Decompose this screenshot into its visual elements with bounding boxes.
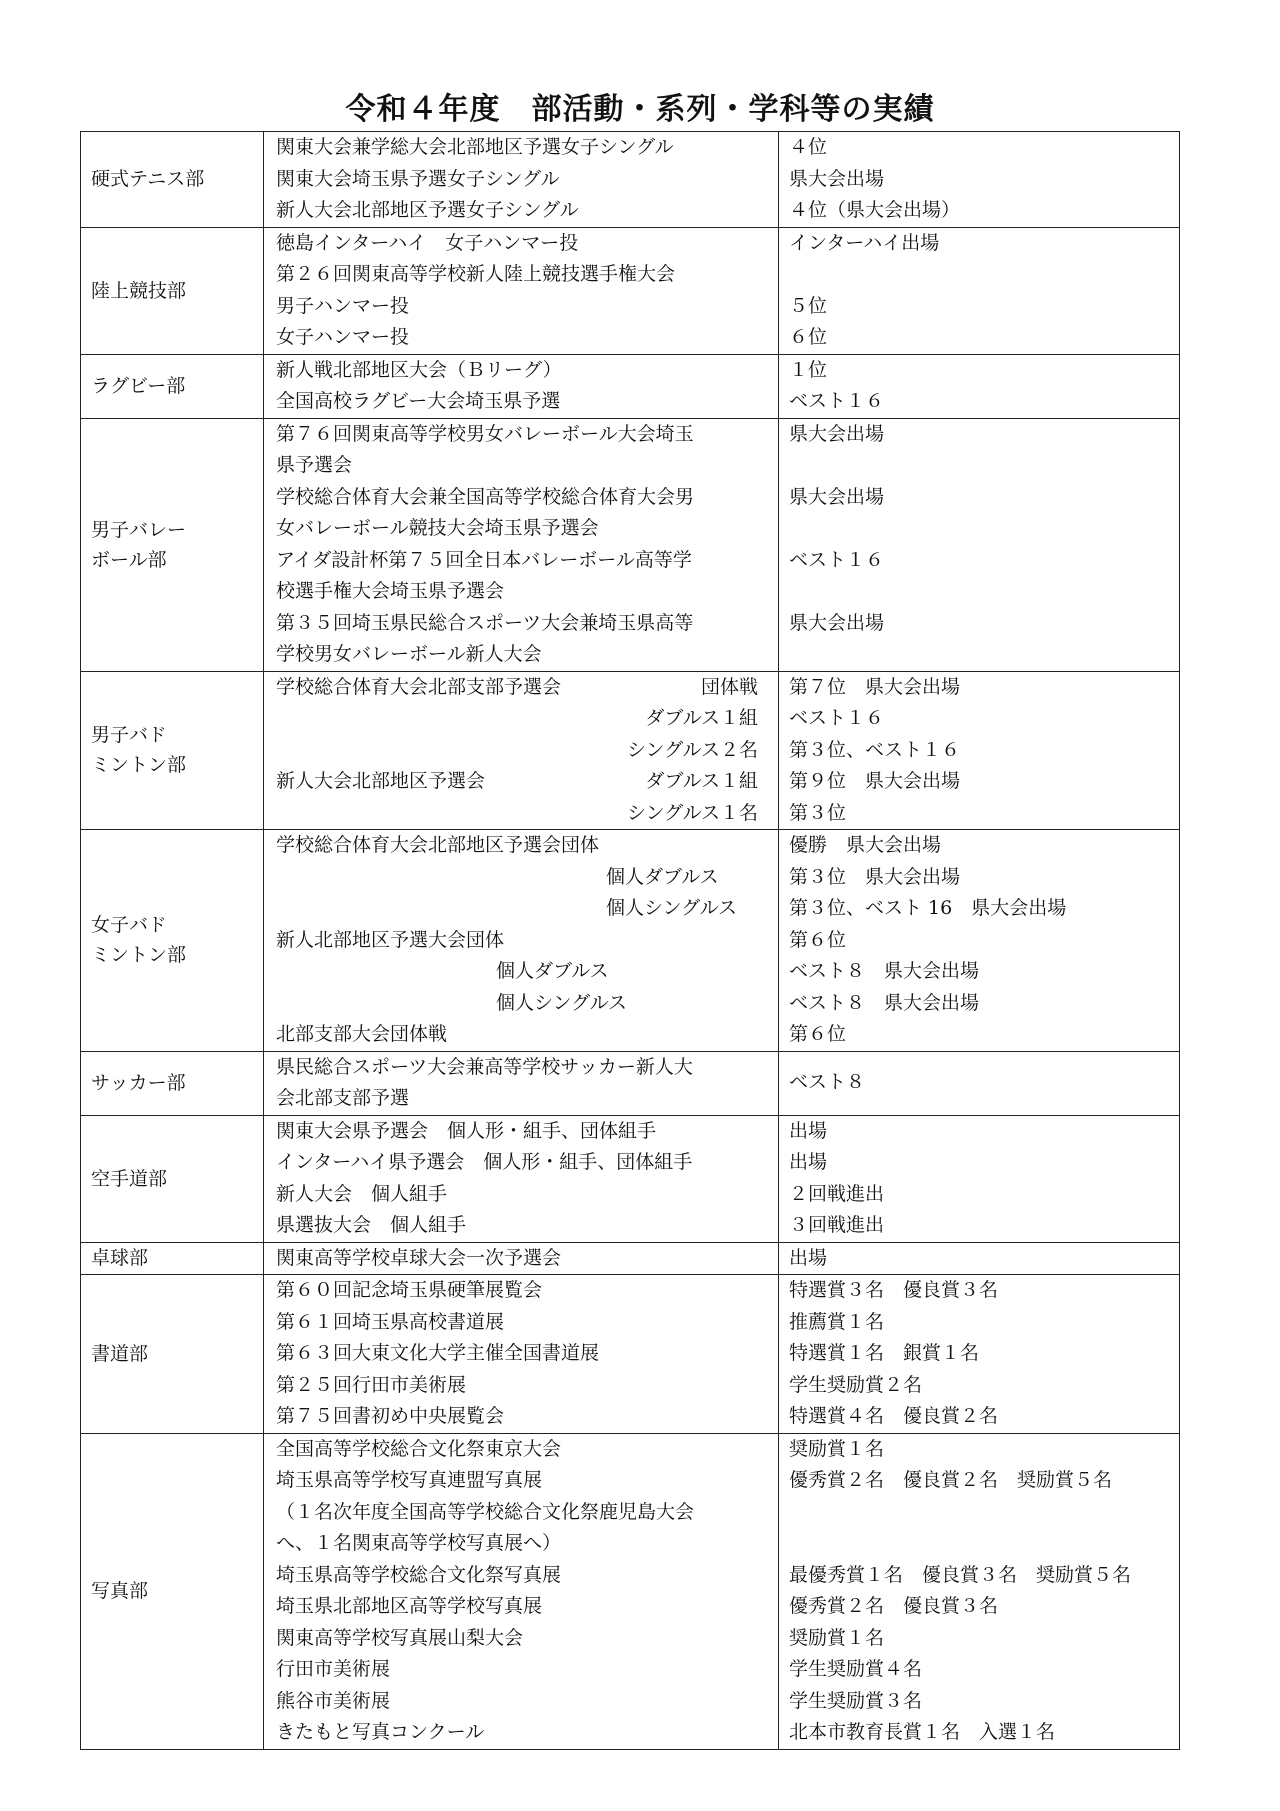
- event-line: 女子ハンマー投: [276, 326, 410, 348]
- event-subtext: ダブルス１組: [645, 770, 758, 792]
- table-row: [81, 830, 1180, 1052]
- event-line: 関東大会埼玉県予選女子シングル: [276, 167, 560, 190]
- table-row: [81, 418, 1180, 671]
- result-line: [789, 259, 1179, 291]
- result-line: ベスト１６: [789, 390, 885, 412]
- result-line: 推薦賞１名: [789, 1310, 885, 1333]
- event-cell: [264, 132, 779, 228]
- result-line: 出場: [789, 1246, 828, 1269]
- event-line: 全国高等学校総合文化祭東京大会: [276, 1437, 562, 1460]
- result-line: 特選賞３名 優良賞３名: [789, 1279, 999, 1301]
- result-line: 学生奨励賞４名: [789, 1658, 923, 1680]
- result-line: ベスト１６: [789, 548, 885, 571]
- event-line: 埼玉県高等学校写真連盟写真展: [276, 1469, 543, 1491]
- result-line: 県大会出場: [789, 167, 885, 190]
- result-line: 特選賞４名 優良賞２名: [789, 1405, 999, 1427]
- result-line: [789, 639, 1179, 671]
- event-line: 埼玉県北部地区高等学校写真展: [276, 1595, 543, 1617]
- result-line: 第３位 県大会出場: [789, 865, 961, 888]
- result-line: [789, 450, 1179, 482]
- result-line: ５位: [789, 294, 828, 317]
- result-line: [789, 1528, 1179, 1560]
- event-cell: [264, 1433, 779, 1749]
- result-line: 第３位、ベスト 16 県大会出場: [789, 897, 1067, 919]
- result-line: ベスト１６: [789, 707, 885, 729]
- result-cell: [779, 354, 1180, 418]
- result-line: 第９位 県大会出場: [789, 770, 961, 792]
- club-name: サッカー部: [81, 1051, 264, 1115]
- result-cell: [779, 418, 1180, 671]
- club-name-line: ミントン部: [91, 944, 187, 967]
- event-line: 埼玉県高等学校総合文化祭写真展: [276, 1563, 562, 1586]
- event-line: 女バレーボール競技大会埼玉県予選会: [276, 517, 599, 539]
- club-name-line: 女子バド: [91, 914, 167, 937]
- result-line: 県大会出場: [789, 611, 885, 634]
- event-line: 新人戦北部地区大会（Ｂリーグ）: [276, 358, 562, 381]
- event-line: 個人ダブルス: [606, 865, 719, 888]
- result-line: 優秀賞２名 優良賞２名 奨励賞５名: [789, 1469, 1113, 1491]
- event-line: 全国高校ラグビー大会埼玉県予選: [276, 390, 561, 412]
- event-line: 行田市美術展: [276, 1658, 391, 1680]
- event-line: 県民総合スポーツ大会兼高等学校サッカー新人大: [276, 1055, 693, 1078]
- result-cell: [779, 1051, 1180, 1115]
- table-row: [81, 132, 1180, 228]
- result-line: 第７位 県大会出場: [789, 675, 961, 698]
- event-line: 第６０回記念埼玉県硬筆展覧会: [276, 1279, 543, 1301]
- result-line: 北本市教育長賞１名 入選１名: [789, 1721, 1056, 1743]
- event-text: 学校総合体育大会北部支部予選会: [276, 675, 562, 698]
- club-name: 硬式テニス部: [81, 132, 264, 228]
- table-row: [81, 1242, 1180, 1275]
- club-name: 陸上競技部: [81, 227, 264, 354]
- event-line: 第３５回埼玉県民総合スポーツ大会兼埼玉県高等: [276, 611, 694, 634]
- event-line: アイダ設計杯第７５回全日本バレーボール高等学: [276, 548, 692, 571]
- result-line: 優秀賞２名 優良賞３名: [789, 1595, 999, 1617]
- club-name: ラグビー部: [81, 354, 264, 418]
- event-line: 新人大会 個人組手: [276, 1182, 448, 1205]
- club-name-line: 男子バレー: [91, 518, 187, 541]
- result-line: 奨励賞１名: [789, 1626, 885, 1649]
- event-line: [276, 766, 778, 798]
- event-line: 新人大会北部地区予選女子シングル: [276, 199, 579, 221]
- club-name: 写真部: [81, 1433, 264, 1749]
- event-text: 新人大会北部地区予選会: [276, 770, 486, 792]
- result-cell: [779, 671, 1180, 830]
- result-line: ２回戦進出: [789, 1182, 885, 1205]
- event-line: 県予選会: [276, 454, 353, 476]
- event-cell: [264, 354, 779, 418]
- event-line: 第７５回書初め中央展覧会: [276, 1405, 505, 1427]
- table-row: [81, 671, 1180, 830]
- result-cell: [779, 1242, 1180, 1275]
- result-line: 県大会出場: [789, 422, 885, 445]
- club-name: 書道部: [81, 1275, 264, 1434]
- event-line: 校選手権大会埼玉県予選会: [276, 580, 505, 602]
- event-line: 第７６回関東高等学校男女バレーボール大会埼玉: [276, 422, 694, 445]
- result-cell: [779, 227, 1180, 354]
- result-line: 特選賞１名 銀賞１名: [789, 1342, 980, 1364]
- table-row: [81, 1115, 1180, 1242]
- event-line: 新人北部地区予選大会団体: [276, 928, 505, 951]
- result-line: 出場: [789, 1151, 828, 1173]
- result-line: インターハイ出場: [789, 231, 940, 254]
- event-cell: [264, 1051, 779, 1115]
- event-line: [276, 672, 778, 704]
- table-row: [81, 354, 1180, 418]
- result-line: [789, 1497, 1179, 1529]
- event-line: 北部支部大会団体戦: [276, 1023, 448, 1045]
- achievements-table: [80, 131, 1180, 1750]
- table-row: [81, 227, 1180, 354]
- result-line: ベスト８: [789, 1071, 866, 1094]
- event-line: 個人ダブルス: [496, 960, 609, 982]
- result-line: 県大会出場: [789, 485, 885, 508]
- event-line: 第２５回行田市美術展: [276, 1373, 467, 1396]
- event-line: 男子ハンマー投: [276, 294, 410, 317]
- event-line: 県選抜大会 個人組手: [276, 1214, 467, 1236]
- event-cell: [264, 418, 779, 671]
- page-title: 令和４年度 部活動・系列・学科等の実績: [345, 92, 935, 127]
- club-name-line: 男子バド: [91, 724, 167, 747]
- result-cell: [779, 1433, 1180, 1749]
- result-line: [789, 576, 1179, 608]
- result-line: 最優秀賞１名 優良賞３名 奨励賞５名: [789, 1563, 1132, 1586]
- result-line: ４位（県大会出場）: [789, 199, 961, 221]
- result-line: 第６位: [789, 1023, 847, 1045]
- event-cell: [264, 830, 779, 1052]
- event-cell: [264, 1275, 779, 1434]
- result-line: １位: [789, 358, 828, 381]
- event-line: 関東大会兼学総大会北部地区予選女子シングル: [276, 136, 674, 158]
- event-line: シングルス１名: [626, 801, 758, 824]
- result-line: 第６位: [789, 928, 847, 951]
- event-line: きたもと写真コンクール: [276, 1721, 485, 1743]
- club-name: 空手道部: [81, 1115, 264, 1242]
- event-cell: [264, 1115, 779, 1242]
- event-subtext: 団体戦: [700, 675, 758, 698]
- event-line: 関東高等学校写真展山梨大会: [276, 1626, 524, 1649]
- event-line: 学校男女バレーボール新人大会: [276, 643, 542, 665]
- result-line: ３回戦進出: [789, 1214, 885, 1236]
- event-line: 第２６回関東高等学校新人陸上競技選手権大会: [276, 263, 676, 285]
- result-cell: [779, 1115, 1180, 1242]
- result-line: 学生奨励賞３名: [789, 1689, 923, 1712]
- club-name-line: ボール部: [91, 548, 167, 571]
- result-line: 第３位、ベスト１６: [789, 738, 961, 761]
- result-cell: [779, 830, 1180, 1052]
- event-line: 熊谷市美術展: [276, 1689, 391, 1712]
- event-line: 第６３回大東文化大学主催全国書道展: [276, 1342, 600, 1364]
- event-line: シングルス２名: [626, 738, 758, 761]
- result-line: 奨励賞１名: [789, 1437, 885, 1460]
- event-line: 個人シングルス: [606, 897, 738, 919]
- event-line: 会北部支部予選: [276, 1087, 410, 1109]
- result-line: ベスト８ 県大会出場: [789, 991, 980, 1014]
- event-line: 学校総合体育大会北部地区予選会団体: [276, 834, 600, 856]
- event-line: インターハイ県予選会 個人形・組手、団体組手: [276, 1151, 693, 1173]
- club-name: [81, 418, 264, 671]
- event-cell: [264, 227, 779, 354]
- result-line: 学生奨励賞２名: [789, 1373, 923, 1396]
- event-line: 学校総合体育大会兼全国高等学校総合体育大会男: [276, 485, 695, 508]
- event-line: 個人シングルス: [496, 991, 628, 1014]
- event-cell: [264, 671, 779, 830]
- result-line: 第３位: [789, 801, 847, 824]
- table-row: [81, 1433, 1180, 1749]
- club-name: [81, 671, 264, 830]
- event-line: へ、１名関東高等学校写真展へ）: [276, 1532, 562, 1554]
- event-line: 関東大会県予選会 個人形・組手、団体組手: [276, 1119, 657, 1142]
- result-line: ４位: [789, 136, 828, 158]
- table-row: [81, 1051, 1180, 1115]
- table-row: [81, 1275, 1180, 1434]
- event-line: （１名次年度全国高等学校総合文化祭鹿児島大会: [276, 1500, 695, 1523]
- result-line: ６位: [789, 326, 828, 348]
- event-line: 第６１回埼玉県高校書道展: [276, 1310, 505, 1333]
- event-cell: [264, 1242, 779, 1275]
- result-line: 優勝 県大会出場: [789, 834, 942, 856]
- result-line: [789, 513, 1179, 545]
- event-line: 徳島インターハイ 女子ハンマー投: [276, 231, 579, 254]
- result-cell: [779, 132, 1180, 228]
- club-name: 卓球部: [81, 1242, 264, 1275]
- result-cell: [779, 1275, 1180, 1434]
- result-line: ベスト８ 県大会出場: [789, 960, 980, 982]
- event-line: 関東高等学校卓球大会一次予選会: [276, 1246, 562, 1269]
- result-line: 出場: [789, 1119, 828, 1142]
- club-name-line: ミントン部: [91, 754, 187, 777]
- event-line: ダブルス１組: [645, 707, 758, 729]
- club-name: [81, 830, 264, 1052]
